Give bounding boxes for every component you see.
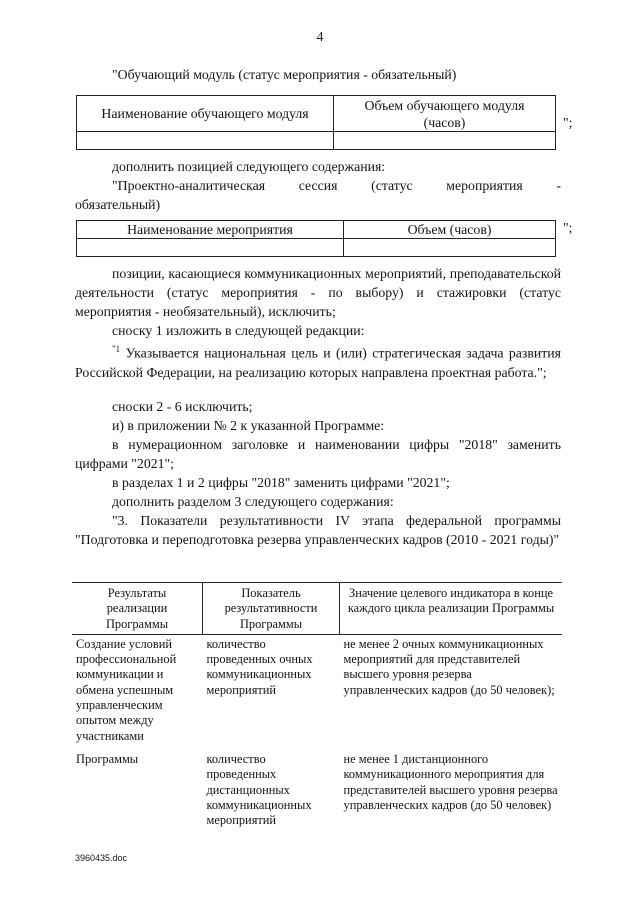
numbering-paragraph: в нумерационном заголовке и наименовании цифры "2018" заменить цифрами "2021"; (75, 437, 561, 471)
table-cell: Создание условий профессиональной коммуникации и обмена успешным управленческим опытом между участниками (76, 636, 177, 743)
footnote-text: Указывается национальная цель и (или) стратегическая задача развития Российской Федерации, на реализацию которых направлена проектная работа."; (75, 345, 562, 380)
session-table-empty-cell (77, 239, 344, 257)
session-table-header-name: Наименование мероприятия (77, 221, 344, 239)
page-number: 4 (316, 30, 324, 45)
add-section-line: дополнить разделом 3 следующего содержания: (112, 494, 394, 509)
positions-paragraph: позиции, касающиеся коммуникационных мероприятий, преподавательской деятельности (статус мероприятия - по выбору) и стажировки (статус мероприятия - необязательный), исключить; (75, 266, 561, 319)
module-table-empty-cell (77, 132, 334, 150)
session-table-header-volume: Объем (часов) (344, 221, 556, 239)
table-row (72, 634, 562, 750)
session-table-empty-cell (344, 239, 556, 257)
indicators-header-target-value: Значение целевого индикатора в конце каждого цикла реализации Программы (340, 583, 563, 635)
table-row (72, 750, 562, 834)
session-line-2: обязательный) (75, 197, 161, 212)
table-cell: не менее 2 очных коммуникационных мероприятий для представителей высшего уровня резерва управленческих кадров (до 50 человек); (343, 636, 555, 697)
footnote-mark: "1 (112, 344, 121, 354)
session-table-quote-end: "; (563, 220, 573, 235)
module-table-header-volume: Объем обучающего модуля (часов) (334, 96, 556, 132)
indicators-header-indicator: Показатель результативности Программы (203, 583, 340, 635)
module-table (76, 95, 556, 150)
session-line-1: "Проектно-аналитическая сессия (статус мероприятия - (112, 178, 561, 193)
module-heading: "Обучающий модуль (статус мероприятия - обязательный) (112, 67, 457, 82)
footnote-paragraph (75, 340, 561, 382)
table-cell: количество проведенных дистанционных коммуникационных мероприятий (206, 751, 312, 828)
indicators-table (72, 582, 562, 834)
indicators-header-results: Результаты реализации Программы (72, 583, 203, 635)
appendix-line: и) в приложении № 2 к указанной Программе: (112, 418, 385, 433)
supplement-line: дополнить позицией следующего содержания: (112, 159, 386, 174)
footer-doc-id: 3960435.doc (75, 853, 128, 863)
table-cell: Программы (76, 751, 139, 766)
module-table-quote-end: "; (563, 115, 573, 130)
table-cell: количество проведенных очных коммуникационных мероприятий (206, 636, 313, 697)
section-3-title: "3. Показатели результативности IV этапа федеральной программы "Подготовка и переподготовка резерва управленческих кадров (2010 - 2021 годы)" (75, 513, 561, 547)
footnote-instruction: сноску 1 изложить в следующей редакции: (112, 323, 365, 338)
table-cell: не менее 1 дистанционного коммуникационного мероприятия для представителей высшего уровня резерва управленческих кадров (до 50 человек) (343, 751, 558, 812)
sections-line: в разделах 1 и 2 цифры "2018" заменить цифрами "2021"; (112, 475, 450, 490)
session-table (76, 220, 556, 257)
module-table-empty-cell (334, 132, 556, 150)
module-table-header-name: Наименование обучающего модуля (77, 96, 334, 132)
footnotes-removed: сноски 2 - 6 исключить; (112, 399, 253, 414)
